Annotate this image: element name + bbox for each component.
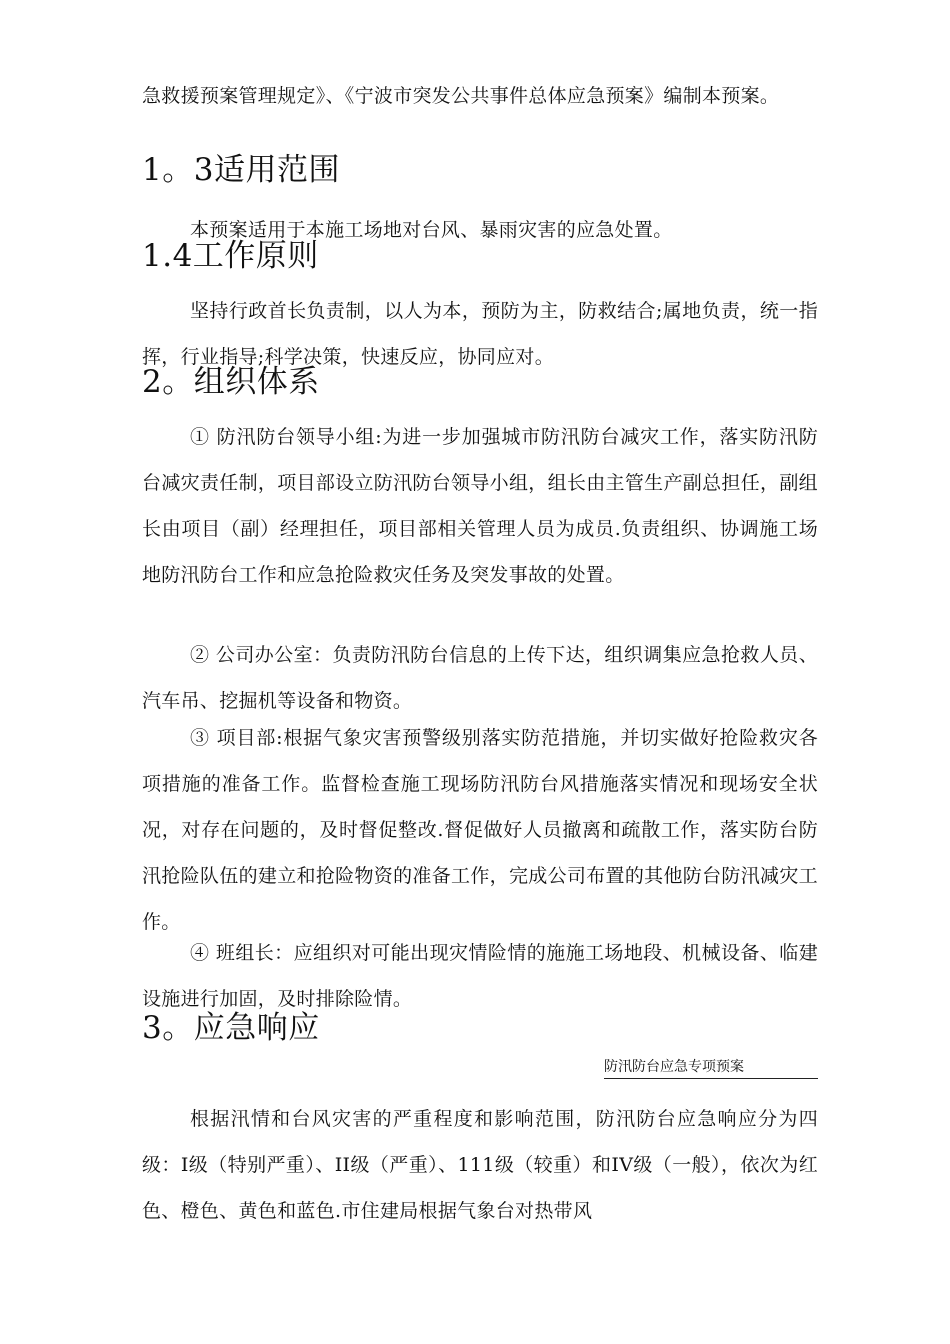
org-item-2-paragraph: ② 公司办公室：负责防汛防台信息的上传下达，组织调集应急抢救人员、汽车吊、挖掘机等设备和物资。 [142,644,818,712]
heading-1-3-scope: 1。3适用范围 [142,152,340,188]
response-paragraph: 根据汛情和台风灾害的严重程度和影响范围，防汛防台应急响应分为四级：I级（特别严重）、II级（严重）、111级（较重）和IV级（一般），依次为红色、橙色、黄色和蓝色.市住建局根据气象台对热带风 [142,1108,818,1222]
heading-3-response: 3。应急响应 [142,1010,320,1046]
org-item-3-paragraph: ③ 项目部:根据气象灾害预警级别落实防范措施，并切实做好抢险救灾各项措施的准备工作。监督检查施工现场防汛防台风措施落实情况和现场安全状况，对存在问题的，及时督促整改.督促做好人员撤离和疏散工作，落实防台防汛抢险队伍的建立和抢险物资的准备工作，完成公司布置的其他防台防汛减灾工作。 [142,727,818,933]
running-header: 防汛防台应急专项预案 [604,1058,818,1079]
org-item-4-paragraph: ④ 班组长：应组织对可能出现灾情险情的施施工场地段、机械设备、临建设施进行加固，及时排除险情。 [142,942,818,1010]
scope-paragraph: 本预案适用于本施工场地对台风、暴雨灾害的应急处置。 [190,219,673,241]
heading-2-organization: 2。组织体系 [142,364,320,400]
heading-1-4-principles: 1.4工作原则 [142,238,319,274]
principles-paragraph: 坚持行政首长负责制，以人为本，预防为主，防救结合;属地负责，统一指挥，行业指导;科学决策，快速反应，协同应对。 [142,300,818,368]
org-item-1-paragraph: ① 防汛防台领导小组:为进一步加强城市防汛防台减灾工作，落实防汛防台减灾责任制，项目部设立防汛防台领导小组，组长由主管生产副总担任，副组长由项目（副）经理担任，项目部相关管理人员为成员.负责组织、协调施工场地防汛防台工作和应急抢险救灾任务及突发事故的处置。 [142,426,818,586]
intro-continued-paragraph: 急救援预案管理规定》、《宁波市突发公共事件总体应急预案》编制本预案。 [142,85,780,107]
